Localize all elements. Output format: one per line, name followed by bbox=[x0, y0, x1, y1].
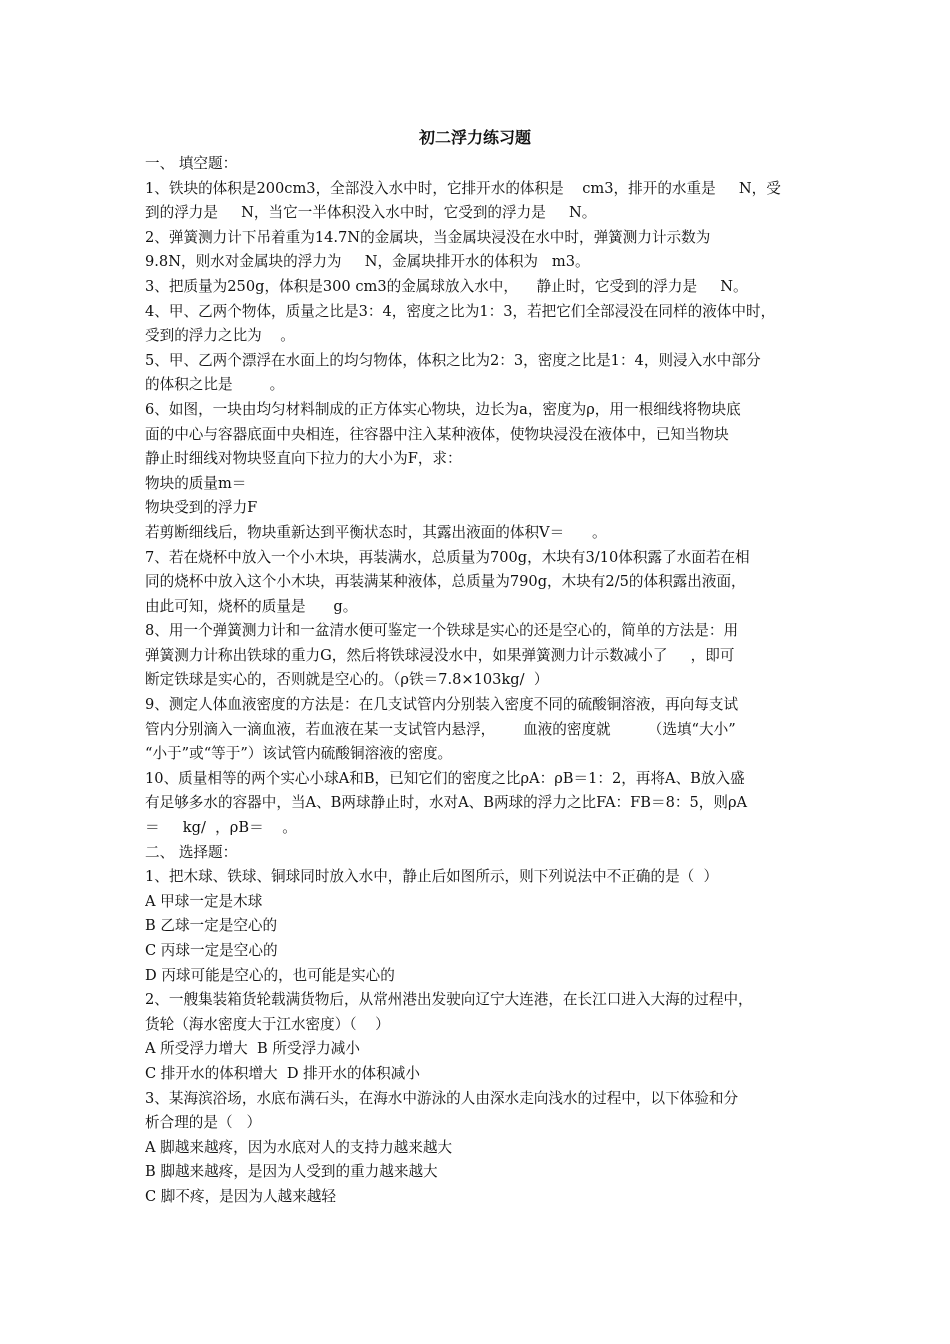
text-line: 5、甲、乙两个漂浮在水面上的均匀物体，体积之比为2：3，密度之比是1：4，则浸入水中部分 bbox=[145, 351, 761, 369]
choice-option: A 甲球一定是木球 bbox=[145, 892, 263, 910]
text-line: 3、某海滨浴场，水底布满石头，在海水中游泳的人由深水走向浅水的过程中，以下体验和分 bbox=[145, 1089, 739, 1107]
text-line: 同的烧杯中放入这个小木块，再装满某种液体，总质量为790g，木块有2/5的体积露出液面， bbox=[145, 573, 746, 591]
text-line: 有足够多水的容器中，当A、B两球静止时，水对A、B两球的浮力之比FA：FB＝8：5，则ρA bbox=[145, 794, 748, 812]
text-line: 静止时细线对物块竖直向下拉力的大小为F，求： bbox=[145, 450, 462, 468]
text-line: 面的中心与容器底面中央相连，往容器中注入某种液体，使物块浸没在液体中，已知当物块 bbox=[145, 425, 729, 443]
text-line: 管内分别滴入一滴血液，若血液在某一支试管内悬浮， 血液的密度就 （选填“大小” bbox=[145, 720, 736, 738]
text-line: 7、若在烧杯中放入一个小木块，再装满水，总质量为700g，木块有3/10体积露了水面若在相 bbox=[145, 548, 750, 566]
choice-option: A 脚越来越疼，因为水底对人的支持力越来越大 bbox=[145, 1138, 453, 1156]
text-line: 1、把木球、铁球、铜球同时放入水中，静止后如图所示，则下列说法中不正确的是（ ） bbox=[145, 868, 719, 886]
text-line: 1、铁块的体积是200cm3，全部没入水中时，它排开水的体积是 cm3，排开的水重是 N，受 bbox=[145, 179, 781, 197]
choice-option: C 丙球一定是空心的 bbox=[145, 942, 278, 959]
text-line: 9、测定人体血液密度的方法是：在几支试管内分别装入密度不同的硫酸铜溶液，再向每支试 bbox=[145, 696, 739, 714]
document-title: 初二浮力练习题 bbox=[418, 128, 531, 147]
choice-option: D 丙球可能是空心的，也可能是实心的 bbox=[145, 966, 395, 984]
document-body bbox=[145, 152, 810, 1210]
text-line: 受到的浮力之比为 。 bbox=[145, 327, 295, 345]
text-line: 的体积之比是 。 bbox=[145, 376, 285, 394]
section-heading-fill-in: 一、 填空题： bbox=[145, 155, 238, 172]
text-line: 9.8N，则水对金属块的浮力为 N，金属块排开水的体积为 m3。 bbox=[145, 253, 590, 271]
text-line: 物块的质量m＝ bbox=[145, 474, 247, 492]
choice-option: C 脚不疼，是因为人越来越轻 bbox=[145, 1187, 336, 1205]
text-line: 弹簧测力计称出铁球的重力G，然后将铁球浸没水中，如果弹簧测力计示数减小了 ，即可 bbox=[145, 646, 735, 664]
text-line: 10、质量相等的两个实心小球A和B，已知它们的密度之比ρA：ρB＝1：2，再将A、B放入盛 bbox=[145, 769, 745, 787]
text-line: 到的浮力是 N，当它一半体积没入水中时，它受到的浮力是 N。 bbox=[145, 204, 597, 222]
choice-option: A 所受浮力增大 B 所受浮力减小 bbox=[145, 1040, 360, 1058]
text-line: 3、把质量为250g，体积是300 cm3的金属球放入水中， 静止时，它受到的浮力是 N。 bbox=[145, 277, 748, 295]
text-line: 8、用一个弹簧测力计和一盆清水便可鉴定一个铁球是实心的还是空心的，简单的方法是：用 bbox=[145, 622, 739, 640]
text-line: 析合理的是（ ） bbox=[145, 1114, 262, 1132]
text-line: ＝ kg/ ，ρB＝ 。 bbox=[145, 819, 297, 837]
section-heading-choice: 二、 选择题： bbox=[145, 843, 238, 861]
text-line: 2、弹簧测力计下吊着重为14.7N的金属块，当金属块浸没在水中时，弹簧测力计示数为 bbox=[145, 228, 711, 246]
text-line: 断定铁球是实心的，否则就是空心的。（ρ铁＝7.8×103kg/ ） bbox=[145, 671, 549, 689]
text-line: 物块受到的浮力F bbox=[145, 499, 258, 517]
text-line: 2、一艘集装箱货轮载满货物后，从常州港出发驶向辽宁大连港，在长江口进入大海的过程中， bbox=[145, 991, 753, 1009]
text-line: 4、甲、乙两个物体，质量之比是3：4，密度之比为1：3，若把它们全部浸没在同样的液体中时， bbox=[145, 302, 776, 320]
text-line: 由此可知，烧杯的质量是 g。 bbox=[145, 597, 358, 615]
choice-option: B 脚越来越疼，是因为人受到的重力越来越大 bbox=[145, 1163, 438, 1181]
text-line: “小于”或“等于”）该试管内硫酸铜溶液的密度。 bbox=[145, 745, 453, 763]
choice-option: C 排开水的体积增大 D 排开水的体积减小 bbox=[145, 1064, 420, 1082]
text-line: 货轮（海水密度大于江水密度）（ ） bbox=[145, 1015, 390, 1033]
choice-option: B 乙球一定是空心的 bbox=[145, 917, 278, 935]
text-line: 6、如图，一块由均匀材料制成的正方体实心物块，边长为a，密度为ρ，用一根细线将物块底 bbox=[145, 400, 741, 418]
text-line: 若剪断细线后，物块重新达到平衡状态时，其露出液面的体积V＝ 。 bbox=[145, 523, 607, 541]
